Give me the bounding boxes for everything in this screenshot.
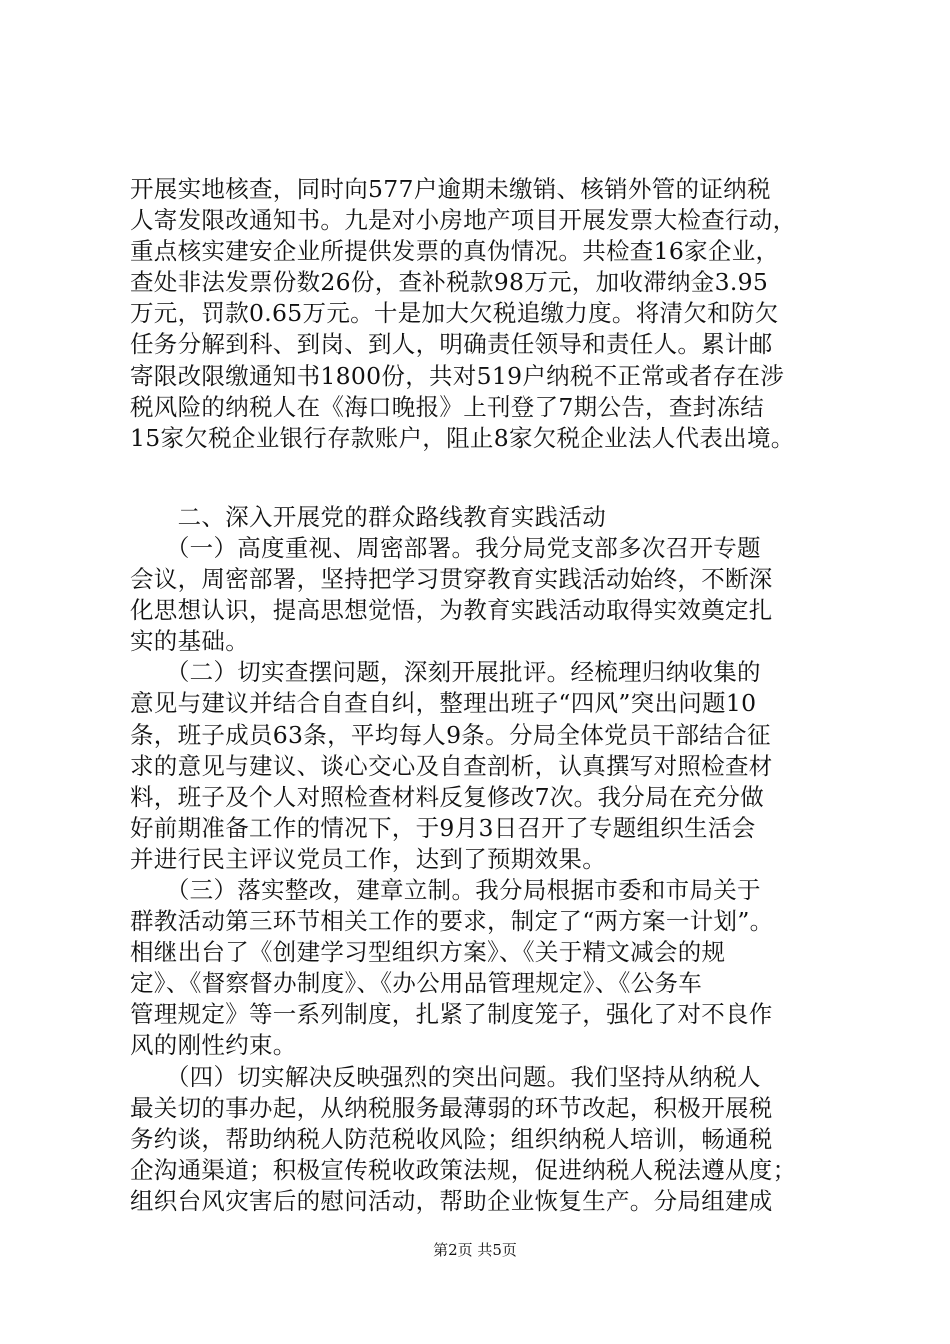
text-line: 务约谈，帮助纳税人防范税收风险；组织纳税人培训，畅通税 [130,1124,773,1153]
page-footer: 第2页 共5页 [433,1241,517,1259]
text-line: 实的基础。 [130,627,249,656]
text-line: 料，班子及个人对照检查材料反复修改7次。我分局在充分做 [130,782,765,811]
text-line: 开展实地核查，同时向577户逾期未缴销、核销外管的证纳税 [130,175,771,203]
paragraph-block-1 [130,174,830,454]
text-line: 群教活动第三环节相关工作的要求，制定了“两方案一计划”。 [130,907,774,936]
text-line: 化思想认识，提高思想觉悟，为教育实践活动取得实效奠定扎 [130,596,773,625]
text-line: 条，班子成员63条，平均每人9条。分局全体党员干部结合征 [130,720,771,749]
text-line: 并进行民主评议党员工作，达到了预期效果。 [130,844,606,873]
text-line: 人寄发限改通知书。九是对小房地产项目开展发票大检查行动， [130,206,797,235]
document-body [130,174,830,1217]
text-line: 寄限改限缴通知书1800份，共对519户纳税不正常或者存在涉 [130,361,785,390]
paragraph-block-2 [130,502,830,1217]
text-line: 15家欠税企业银行存款账户，阻止8家欠税企业法人代表出境。 [130,423,795,452]
text-line: 组织台风灾害后的慰问活动，帮助企业恢复生产。分局组建成 [130,1186,773,1215]
text-line: 相继出台了《创建学习型组织方案》、《关于精文减会的规 [130,938,726,967]
text-line: 查处非法发票份数26份，查补税款98万元，加收滞纳金3.95 [130,268,769,297]
text-line: （二）切实查摆问题，深刻开展批评。经梳理归纳收集的 [130,658,761,687]
text-line: 会议，周密部署，坚持把学习贯穿教育实践活动始终，不断深 [130,565,773,594]
text-line: 意见与建议并结合自查自纠，整理出班子“四风”突出问题10 [130,689,757,718]
section-heading: 二、深入开展党的群众路线教育实践活动 [130,502,606,531]
text-line: 定》、《督察督办制度》、《办公用品管理规定》、《公务车 [130,969,703,998]
text-line: 求的意见与建议、谈心交心及自查剖析，认真撰写对照检查材 [130,751,773,780]
text-line: 管理规定》等一系列制度，扎紧了制度笼子，强化了对不良作 [130,1000,773,1029]
paragraph-spacer [130,454,830,502]
text-line: 重点核实建安企业所提供发票的真伪情况。共检查16家企业， [130,237,780,266]
text-line: 万元，罚款0.65万元。十是加大欠税追缴力度。将清欠和防欠 [130,299,779,328]
text-line: （三）落实整改，建章立制。我分局根据市委和市局关于 [130,875,761,904]
text-line: 最关切的事办起，从纳税服务最薄弱的环节改起，积极开展税 [130,1093,773,1122]
text-line: （四）切实解决反映强烈的突出问题。我们坚持从纳税人 [130,1062,761,1091]
text-line: 好前期准备工作的情况下，于9月3日召开了专题组织生活会 [130,813,756,842]
text-line: 企沟通渠道；积极宣传税收政策法规，促进纳税人税法遵从度； [130,1155,797,1184]
text-line: （一）高度重视、周密部署。我分局党支部多次召开专题 [130,533,761,562]
text-line: 税风险的纳税人在《海口晚报》上刊登了7期公告，查封冻结 [130,392,765,421]
text-line: 任务分解到科、到岗、到人，明确责任领导和责任人。累计邮 [130,330,773,359]
text-line: 风的刚性约束。 [130,1031,297,1060]
